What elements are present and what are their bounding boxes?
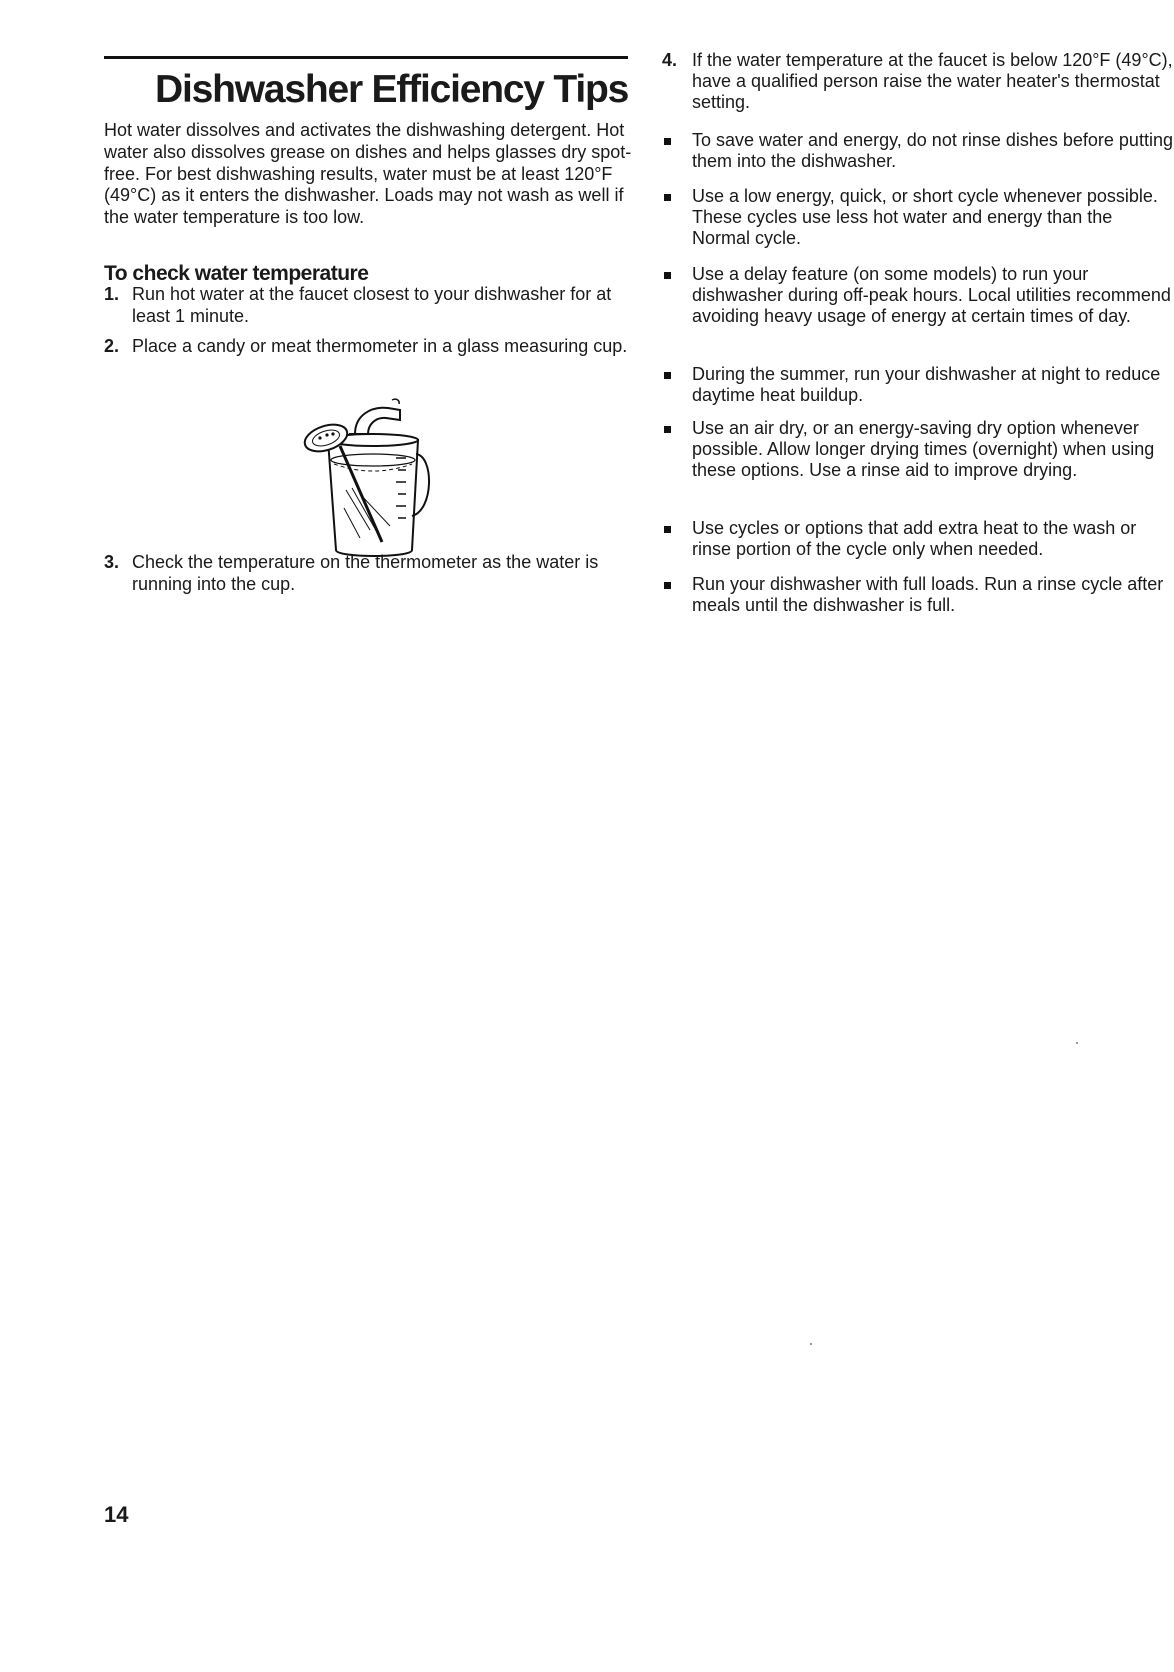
square-bullet-icon bbox=[664, 372, 671, 379]
step-1 bbox=[104, 284, 652, 328]
page-title: Dishwasher Efficiency Tips bbox=[155, 68, 629, 111]
scan-speck bbox=[1076, 1042, 1078, 1044]
step-text: Check the temperature on the thermometer as the water is running into the cup. bbox=[132, 552, 599, 594]
tip-item bbox=[662, 186, 1174, 252]
intro-paragraph: Hot water dissolves and activates the dishwashing detergent. Hot water also dissolves grease on dishes and helps glasses dry spot-free. For best dishwashing results, water must be at least 120°F (49°C) as it enters the dishwasher. Loads may not wash as well if the water temperature is too low. bbox=[104, 120, 632, 228]
tip-text: Use an air dry, or an energy-saving dry option whenever possible. Allow longer drying times (overnight) when using these options. Use a rinse aid to improve drying. bbox=[692, 418, 1155, 481]
square-bullet-icon bbox=[664, 526, 671, 533]
tip-text: To save water and energy, do not rinse dishes before putting them into the dishwasher. bbox=[692, 130, 1173, 172]
tip-item bbox=[662, 418, 1174, 506]
square-bullet-icon bbox=[664, 582, 671, 589]
thermometer-in-measuring-cup-icon bbox=[300, 398, 450, 568]
step-4 bbox=[662, 50, 1174, 116]
square-bullet-icon bbox=[664, 272, 671, 279]
step-number: 2. bbox=[104, 336, 120, 356]
tip-item bbox=[662, 130, 1174, 174]
step-text: Run hot water at the faucet closest to your dishwasher for at least 1 minute. bbox=[132, 284, 612, 326]
tip-text: Use cycles or options that add extra heat to the wash or rinse portion of the cycle only when needed. bbox=[692, 518, 1137, 560]
tip-text: Use a delay feature (on some models) to run your dishwasher during off-peak hours. Local utilities recommend avoiding heavy usage of energy at certain times of day. bbox=[692, 264, 1171, 327]
title-rule bbox=[104, 56, 628, 59]
page-number: 14 bbox=[104, 1502, 129, 1527]
square-bullet-icon bbox=[664, 194, 671, 201]
step-number: 4. bbox=[662, 50, 678, 70]
tip-item bbox=[662, 364, 1174, 408]
step-number: 1. bbox=[104, 284, 120, 304]
step-text: If the water temperature at the faucet is below 120°F (49°C), have a qualified person raise the water heater's thermostat setting. bbox=[692, 50, 1173, 113]
section-heading: To check water temperature bbox=[104, 262, 369, 285]
square-bullet-icon bbox=[664, 138, 671, 145]
step-number: 3. bbox=[104, 552, 120, 572]
tip-text: During the summer, run your dishwasher at night to reduce daytime heat buildup. bbox=[692, 364, 1161, 406]
tip-item bbox=[662, 264, 1174, 352]
tip-text: Run your dishwasher with full loads. Run a rinse cycle after meals until the dishwasher is full. bbox=[692, 574, 1164, 616]
step-2 bbox=[104, 336, 652, 380]
step-text: Place a candy or meat thermometer in a glass measuring cup. bbox=[132, 336, 628, 356]
tip-text: Use a low energy, quick, or short cycle whenever possible. These cycles use less hot water and energy than the Normal cycle. bbox=[692, 186, 1158, 249]
tip-item bbox=[662, 518, 1174, 562]
tip-item bbox=[662, 574, 1174, 618]
square-bullet-icon bbox=[664, 426, 671, 433]
step-3 bbox=[104, 552, 652, 596]
scan-speck bbox=[810, 1343, 812, 1345]
